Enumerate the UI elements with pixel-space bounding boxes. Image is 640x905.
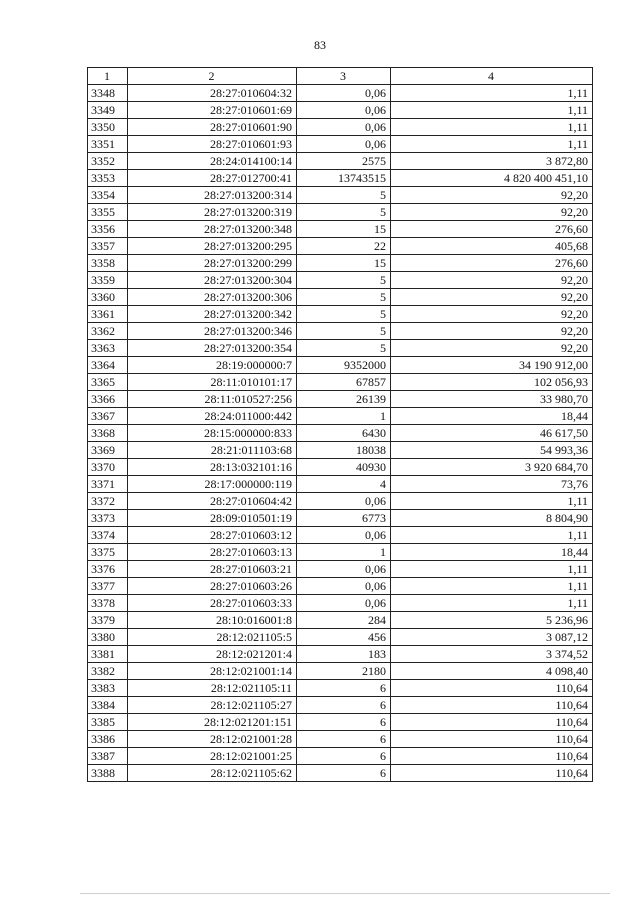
table-row (88, 612, 593, 629)
cadastral-number-cell: 28:12:021001:28 (128, 731, 297, 748)
cadastral-number-cell: 28:27:010603:21 (128, 561, 297, 578)
table-row (88, 238, 593, 255)
value-cell: 110,64 (391, 714, 593, 731)
value-cell: 92,20 (391, 289, 593, 306)
area-cell: 0,06 (297, 136, 391, 153)
value-cell: 33 980,70 (391, 391, 593, 408)
value-cell: 4 820 400 451,10 (391, 170, 593, 187)
table-row (88, 204, 593, 221)
table-row (88, 748, 593, 765)
table-row (88, 561, 593, 578)
row-number-cell: 3370 (88, 459, 128, 476)
table-row (88, 425, 593, 442)
area-cell: 15 (297, 221, 391, 238)
cadastral-number-cell: 28:27:010603:13 (128, 544, 297, 561)
cadastral-number-cell: 28:13:032101:16 (128, 459, 297, 476)
cadastral-number-cell: 28:27:010601:69 (128, 102, 297, 119)
cadastral-number-cell: 28:27:013200:354 (128, 340, 297, 357)
area-cell: 1 (297, 544, 391, 561)
row-number-cell: 3373 (88, 510, 128, 527)
row-number-cell: 3363 (88, 340, 128, 357)
area-cell: 67857 (297, 374, 391, 391)
row-number-cell: 3357 (88, 238, 128, 255)
cadastral-number-cell: 28:27:010603:26 (128, 578, 297, 595)
cadastral-number-cell: 28:17:000000:119 (128, 476, 297, 493)
area-cell: 4 (297, 476, 391, 493)
row-number-cell: 3359 (88, 272, 128, 289)
value-cell: 1,11 (391, 119, 593, 136)
value-cell: 92,20 (391, 306, 593, 323)
value-cell: 110,64 (391, 697, 593, 714)
area-cell: 40930 (297, 459, 391, 476)
value-cell: 4 098,40 (391, 663, 593, 680)
area-cell: 284 (297, 612, 391, 629)
table-row (88, 697, 593, 714)
row-number-cell: 3366 (88, 391, 128, 408)
table-row (88, 289, 593, 306)
row-number-cell: 3360 (88, 289, 128, 306)
area-cell: 0,06 (297, 102, 391, 119)
area-cell: 6 (297, 748, 391, 765)
table-row (88, 306, 593, 323)
value-cell: 110,64 (391, 680, 593, 697)
cadastral-number-cell: 28:24:011000:442 (128, 408, 297, 425)
cadastral-number-cell: 28:10:016001:8 (128, 612, 297, 629)
cadastral-number-cell: 28:27:013200:348 (128, 221, 297, 238)
row-number-cell: 3361 (88, 306, 128, 323)
cadastral-number-cell: 28:27:013200:314 (128, 187, 297, 204)
value-cell: 92,20 (391, 340, 593, 357)
area-cell: 18038 (297, 442, 391, 459)
cadastral-number-cell: 28:27:013200:299 (128, 255, 297, 272)
table-row (88, 680, 593, 697)
area-cell: 6430 (297, 425, 391, 442)
cadastral-number-cell: 28:24:014100:14 (128, 153, 297, 170)
cadastral-number-cell: 28:12:021105:5 (128, 629, 297, 646)
row-number-cell: 3365 (88, 374, 128, 391)
area-cell: 6 (297, 714, 391, 731)
table-row (88, 272, 593, 289)
row-number-cell: 3364 (88, 357, 128, 374)
cadastral-number-cell: 28:27:013200:306 (128, 289, 297, 306)
area-cell: 13743515 (297, 170, 391, 187)
cadastral-number-cell: 28:12:021201:151 (128, 714, 297, 731)
value-cell: 110,64 (391, 765, 593, 782)
value-cell: 3 872,80 (391, 153, 593, 170)
value-cell: 54 993,36 (391, 442, 593, 459)
cadastral-number-cell: 28:27:010603:33 (128, 595, 297, 612)
table-row (88, 153, 593, 170)
value-cell: 34 190 912,00 (391, 357, 593, 374)
value-cell: 3 920 684,70 (391, 459, 593, 476)
cadastral-number-cell: 28:12:021105:62 (128, 765, 297, 782)
table-row (88, 170, 593, 187)
cadastral-number-cell: 28:27:010604:32 (128, 85, 297, 102)
cadastral-number-cell: 28:11:010527:256 (128, 391, 297, 408)
area-cell: 6 (297, 731, 391, 748)
cadastral-number-cell: 28:12:021201:4 (128, 646, 297, 663)
table-row (88, 765, 593, 782)
cadastral-number-cell: 28:27:013200:304 (128, 272, 297, 289)
value-cell: 1,11 (391, 527, 593, 544)
row-number-cell: 3362 (88, 323, 128, 340)
area-cell: 0,06 (297, 85, 391, 102)
row-number-cell: 3378 (88, 595, 128, 612)
area-cell: 5 (297, 306, 391, 323)
table-row (88, 442, 593, 459)
table-row (88, 374, 593, 391)
value-cell: 102 056,93 (391, 374, 593, 391)
row-number-cell: 3368 (88, 425, 128, 442)
area-cell: 1 (297, 408, 391, 425)
value-cell: 1,11 (391, 561, 593, 578)
value-cell: 405,68 (391, 238, 593, 255)
value-cell: 92,20 (391, 323, 593, 340)
cadastral-number-cell: 28:11:010101:17 (128, 374, 297, 391)
row-number-cell: 3385 (88, 714, 128, 731)
column-header-1: 1 (88, 68, 128, 85)
area-cell: 456 (297, 629, 391, 646)
table-row (88, 340, 593, 357)
value-cell: 110,64 (391, 731, 593, 748)
value-cell: 5 236,96 (391, 612, 593, 629)
row-number-cell: 3374 (88, 527, 128, 544)
table-row (88, 102, 593, 119)
table-row (88, 629, 593, 646)
area-cell: 0,06 (297, 119, 391, 136)
area-cell: 9352000 (297, 357, 391, 374)
value-cell: 73,76 (391, 476, 593, 493)
column-header-2: 2 (128, 68, 297, 85)
area-cell: 6 (297, 680, 391, 697)
value-cell: 3 374,52 (391, 646, 593, 663)
value-cell: 276,60 (391, 255, 593, 272)
page-number: 83 (314, 38, 326, 52)
data-table (87, 67, 593, 782)
row-number-cell: 3352 (88, 153, 128, 170)
area-cell: 15 (297, 255, 391, 272)
table-row (88, 391, 593, 408)
area-cell: 5 (297, 289, 391, 306)
cadastral-number-cell: 28:19:000000:7 (128, 357, 297, 374)
row-number-cell: 3372 (88, 493, 128, 510)
row-number-cell: 3371 (88, 476, 128, 493)
table-row (88, 646, 593, 663)
value-cell: 18,44 (391, 408, 593, 425)
cadastral-number-cell: 28:27:010601:93 (128, 136, 297, 153)
table-row (88, 119, 593, 136)
area-cell: 5 (297, 323, 391, 340)
table-row (88, 578, 593, 595)
table-row (88, 493, 593, 510)
row-number-cell: 3353 (88, 170, 128, 187)
value-cell: 1,11 (391, 136, 593, 153)
area-cell: 6773 (297, 510, 391, 527)
row-number-cell: 3386 (88, 731, 128, 748)
table-row (88, 255, 593, 272)
row-number-cell: 3348 (88, 85, 128, 102)
cadastral-number-cell: 28:27:013200:346 (128, 323, 297, 340)
table-row (88, 85, 593, 102)
row-number-cell: 3379 (88, 612, 128, 629)
row-number-cell: 3358 (88, 255, 128, 272)
row-number-cell: 3375 (88, 544, 128, 561)
area-cell: 5 (297, 187, 391, 204)
area-cell: 6 (297, 765, 391, 782)
value-cell: 276,60 (391, 221, 593, 238)
table-body (88, 85, 593, 782)
row-number-cell: 3388 (88, 765, 128, 782)
area-cell: 5 (297, 272, 391, 289)
row-number-cell: 3354 (88, 187, 128, 204)
value-cell: 110,64 (391, 748, 593, 765)
cadastral-number-cell: 28:12:021105:11 (128, 680, 297, 697)
area-cell: 5 (297, 340, 391, 357)
area-cell: 0,06 (297, 595, 391, 612)
column-header-4: 4 (391, 68, 593, 85)
area-cell: 0,06 (297, 561, 391, 578)
row-number-cell: 3355 (88, 204, 128, 221)
table-row (88, 221, 593, 238)
cadastral-number-cell: 28:27:010601:90 (128, 119, 297, 136)
value-cell: 92,20 (391, 272, 593, 289)
area-cell: 0,06 (297, 493, 391, 510)
value-cell: 92,20 (391, 204, 593, 221)
table-row (88, 476, 593, 493)
cadastral-number-cell: 28:27:013200:342 (128, 306, 297, 323)
row-number-cell: 3350 (88, 119, 128, 136)
row-number-cell: 3351 (88, 136, 128, 153)
value-cell: 18,44 (391, 544, 593, 561)
area-cell: 22 (297, 238, 391, 255)
table-header-row (88, 68, 593, 85)
value-cell: 1,11 (391, 493, 593, 510)
value-cell: 1,11 (391, 595, 593, 612)
table-row (88, 357, 593, 374)
table-row (88, 731, 593, 748)
value-cell: 1,11 (391, 578, 593, 595)
row-number-cell: 3384 (88, 697, 128, 714)
table-row (88, 663, 593, 680)
value-cell: 46 617,50 (391, 425, 593, 442)
cadastral-number-cell: 28:27:012700:41 (128, 170, 297, 187)
page-bottom-rule (80, 893, 610, 894)
value-cell: 92,20 (391, 187, 593, 204)
row-number-cell: 3383 (88, 680, 128, 697)
cadastral-number-cell: 28:12:021105:27 (128, 697, 297, 714)
cadastral-number-cell: 28:15:000000:833 (128, 425, 297, 442)
value-cell: 1,11 (391, 102, 593, 119)
row-number-cell: 3381 (88, 646, 128, 663)
table-row (88, 187, 593, 204)
row-number-cell: 3369 (88, 442, 128, 459)
row-number-cell: 3376 (88, 561, 128, 578)
row-number-cell: 3356 (88, 221, 128, 238)
cadastral-number-cell: 28:09:010501:19 (128, 510, 297, 527)
value-cell: 3 087,12 (391, 629, 593, 646)
cadastral-number-cell: 28:21:011103:68 (128, 442, 297, 459)
area-cell: 26139 (297, 391, 391, 408)
area-cell: 183 (297, 646, 391, 663)
cadastral-number-cell: 28:27:013200:319 (128, 204, 297, 221)
table-row (88, 408, 593, 425)
table-row (88, 323, 593, 340)
cadastral-number-cell: 28:27:013200:295 (128, 238, 297, 255)
area-cell: 2180 (297, 663, 391, 680)
cadastral-number-cell: 28:12:021001:14 (128, 663, 297, 680)
table-row (88, 595, 593, 612)
cadastral-number-cell: 28:27:010604:42 (128, 493, 297, 510)
row-number-cell: 3377 (88, 578, 128, 595)
row-number-cell: 3387 (88, 748, 128, 765)
area-cell: 0,06 (297, 527, 391, 544)
row-number-cell: 3380 (88, 629, 128, 646)
cadastral-number-cell: 28:27:010603:12 (128, 527, 297, 544)
row-number-cell: 3367 (88, 408, 128, 425)
column-header-3: 3 (297, 68, 391, 85)
table-row (88, 527, 593, 544)
value-cell: 1,11 (391, 85, 593, 102)
area-cell: 2575 (297, 153, 391, 170)
table-row (88, 510, 593, 527)
cadastral-number-cell: 28:12:021001:25 (128, 748, 297, 765)
area-cell: 0,06 (297, 578, 391, 595)
table-row (88, 544, 593, 561)
table-row (88, 136, 593, 153)
table-row (88, 714, 593, 731)
area-cell: 5 (297, 204, 391, 221)
row-number-cell: 3349 (88, 102, 128, 119)
area-cell: 6 (297, 697, 391, 714)
row-number-cell: 3382 (88, 663, 128, 680)
value-cell: 8 804,90 (391, 510, 593, 527)
table-row (88, 459, 593, 476)
